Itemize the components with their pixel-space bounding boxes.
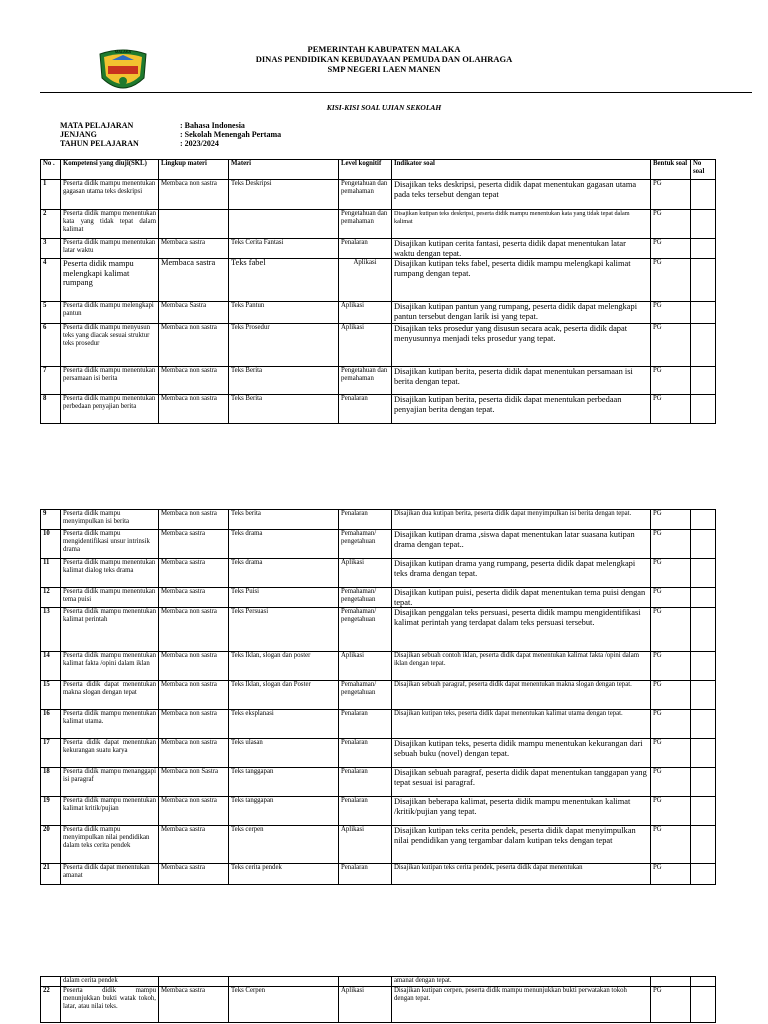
indicator-cell: Disajikan kutipan teks, peserta didik dapat menentukan kalimat utama dengan tepat.	[392, 710, 651, 739]
indicator-cell: Disajikan kutipan teks cerita pendek, peserta didik dapat menentukan	[392, 864, 651, 885]
question-no-cell	[691, 367, 716, 395]
cognitive-level-cell: Pemahaman/ pengetahuan	[339, 608, 392, 652]
table-row	[41, 710, 716, 739]
scope-cell: Membaca non sastra	[159, 367, 229, 395]
table-row	[41, 395, 716, 424]
meta-key: JENJANG	[60, 130, 97, 140]
table-row	[41, 302, 716, 324]
indicator-cell: Disajikan kutipan berita, peserta didik dapat menentukan persamaan isi berita dengan tepat.	[392, 367, 651, 395]
competency-cell: Peserta didik mampu menentukan kalimat utama.	[61, 710, 159, 739]
indicator-cell: Disajikan kutipan cerita fantasi, peserta didik dapat menentukan latar waktu dengan tepat.	[392, 239, 651, 259]
material-cell: Teks Berita	[229, 395, 339, 424]
question-form-cell: PG	[651, 826, 691, 864]
scope-cell: Membaca sastra	[159, 826, 229, 864]
question-form-cell: PG	[651, 259, 691, 302]
material-cell: Teks ulasan	[229, 739, 339, 768]
question-no-cell	[691, 559, 716, 588]
letterhead-line-3: SMP NEGERI LAEN MANEN	[327, 64, 441, 74]
letterhead-line-2: DINAS PENDIDIKAN KEBUDAYAAN PEMUDA DAN OLAHRAGA	[255, 54, 513, 64]
question-no-cell	[691, 826, 716, 864]
question-no-cell	[691, 530, 716, 559]
material-cell: Teks cerpen	[229, 826, 339, 864]
question-no-cell	[691, 510, 716, 530]
row-number: 17	[41, 739, 61, 768]
table-row	[41, 324, 716, 367]
cognitive-level-cell: Aplikasi	[339, 987, 392, 1023]
row-number: 20	[41, 826, 61, 864]
table-row	[41, 559, 716, 588]
competency-cell: Peserta didik mampu menentukan gagasan utama teks deskripsi	[61, 180, 159, 210]
competency-cell: Peserta didik mampu menentukan persamaan isi berita	[61, 367, 159, 395]
scope-cell: Membaca sastra	[159, 588, 229, 608]
scope-cell: Membaca non sastra	[159, 681, 229, 710]
question-form-cell: PG	[651, 768, 691, 797]
row-number: 15	[41, 681, 61, 710]
competency-cell: Peserta didik mampu mengidentifikasi unsur intrinsik drama	[61, 530, 159, 559]
question-form-cell: PG	[651, 608, 691, 652]
indicator-cell: Disajikan sebuah paragraf, peserta didik dapat menentukan tanggapan yang tepat sesuai isi paragraf.	[392, 768, 651, 797]
question-form-cell: PG	[651, 797, 691, 826]
question-no-cell	[691, 259, 716, 302]
material-cell: Teks tanggapan	[229, 768, 339, 797]
table-row	[41, 367, 716, 395]
column-header-no: No .	[41, 160, 61, 180]
row-number: 9	[41, 510, 61, 530]
cognitive-level-cell: Penalaran	[339, 710, 392, 739]
table-row	[41, 588, 716, 608]
material-cell: Teks Pantun	[229, 302, 339, 324]
question-form-cell: PG	[651, 652, 691, 681]
scope-cell: Membaca non sastra	[159, 510, 229, 530]
indicator-cell: Disajikan kutipan drama ,siswa dapat menentukan latar suasana kutipan drama dengan tepat..	[392, 530, 651, 559]
row-number: 3	[41, 239, 61, 259]
scope-cell	[159, 210, 229, 239]
column-header-scope: Lingkup materi	[159, 160, 229, 180]
table-row	[41, 259, 716, 302]
meta-key: MATA PELAJARAN	[60, 121, 134, 130]
scope-cell: Membaca non sastra	[159, 395, 229, 424]
column-header-cognitive-level: Level kognitif	[339, 160, 392, 180]
material-cell	[229, 977, 339, 987]
row-number: 2	[41, 210, 61, 239]
question-form-cell: PG	[651, 864, 691, 885]
row-number: 4	[41, 259, 61, 302]
cognitive-level-cell: Pengetahuan dan pemahaman	[339, 367, 392, 395]
material-cell: Teks Cerita Fantasi	[229, 239, 339, 259]
document-meta	[60, 121, 281, 149]
meta-row	[60, 130, 281, 139]
competency-cell: Peserta didik mampu menentukan kata yang tidak tepat dalam kalimat	[61, 210, 159, 239]
row-number: 13	[41, 608, 61, 652]
material-cell: Teks cerita pendek	[229, 864, 339, 885]
question-no-cell	[691, 864, 716, 885]
cognitive-level-cell: Aplikasi	[339, 324, 392, 367]
row-number: 22	[41, 987, 61, 1023]
scope-cell: Membaca Sastra	[159, 302, 229, 324]
question-no-cell	[691, 652, 716, 681]
scope-cell: Membaca non sastra	[159, 652, 229, 681]
question-form-cell	[651, 977, 691, 987]
table-row	[41, 510, 716, 530]
cognitive-level-cell	[339, 977, 392, 987]
competency-cell: Peserta didik mampu melengkapi pantun	[61, 302, 159, 324]
question-no-cell	[691, 797, 716, 826]
row-number: 1	[41, 180, 61, 210]
competency-cell: Peserta didik mampu menanggapi isi paragraf	[61, 768, 159, 797]
table-row	[41, 768, 716, 797]
competency-cell: Peserta didik dapat menentukan kekurangan suatu karya	[61, 739, 159, 768]
indicator-cell: Disajikan penggalan teks persuasi, peserta didik mampu mengidentifikasi kalimat perintah yang terdapat dalam teks persuasi tersebut.	[392, 608, 651, 652]
row-number: 16	[41, 710, 61, 739]
row-number	[41, 977, 61, 987]
scope-cell: Membaca sastra	[159, 239, 229, 259]
table-row	[41, 530, 716, 559]
scope-cell: Membaca sastra	[159, 530, 229, 559]
competency-cell: Peserta didik mampu menyusun teks yang diacak sesuai struktur teks prosedur	[61, 324, 159, 367]
question-no-cell	[691, 324, 716, 367]
header-divider	[40, 92, 752, 93]
cognitive-level-cell: Aplikasi	[339, 259, 392, 302]
column-header-question-form: Bentuk soal	[651, 160, 691, 180]
question-form-cell: PG	[651, 395, 691, 424]
cognitive-level-cell: Penalaran	[339, 395, 392, 424]
material-cell: Teks fabel	[229, 259, 339, 302]
table-row	[41, 180, 716, 210]
question-form-cell: PG	[651, 739, 691, 768]
cognitive-level-cell: Pemahaman/ pengetahuan	[339, 530, 392, 559]
blueprint-table-page-1	[40, 159, 716, 424]
material-cell: Teks Deskripsi	[229, 180, 339, 210]
question-form-cell: PG	[651, 367, 691, 395]
table-row	[41, 681, 716, 710]
row-number: 11	[41, 559, 61, 588]
scope-cell: Membaca non sastra	[159, 324, 229, 367]
meta-key: TAHUN PELAJARAN	[60, 139, 139, 149]
question-form-cell: PG	[651, 324, 691, 367]
cognitive-level-cell: Pengetahuan dan pemahaman	[339, 210, 392, 239]
table-row	[41, 797, 716, 826]
question-form-cell: PG	[651, 510, 691, 530]
material-cell	[229, 210, 339, 239]
competency-cell: Peserta didik dapat menentukan makna slogan dengan tepat	[61, 681, 159, 710]
blueprint-table-page-3	[40, 976, 716, 1023]
cognitive-level-cell: Penalaran	[339, 239, 392, 259]
indicator-cell: Disajikan kutipan berita, peserta didik dapat menentukan perbedaan penyajian berita dengan tepat.	[392, 395, 651, 424]
indicator-cell: Disajikan kutipan pantun yang rumpang, peserta didik dapat melengkapi pantun tersebut dengan larik isi yang tepat.	[392, 302, 651, 324]
meta-row	[60, 121, 281, 130]
row-number: 18	[41, 768, 61, 797]
row-number: 8	[41, 395, 61, 424]
row-number: 12	[41, 588, 61, 608]
question-no-cell	[691, 739, 716, 768]
question-form-cell: PG	[651, 180, 691, 210]
scope-cell: Membaca non sastra	[159, 180, 229, 210]
question-no-cell	[691, 588, 716, 608]
scope-cell: Membaca non sastra	[159, 739, 229, 768]
indicator-cell: Disajikan teks prosedur yang disusun secara acak, peserta didik dapat menyusunnya menjadi teks prosedur yang tepat.	[392, 324, 651, 367]
competency-cell: Peserta didik mampu menentukan perbedaan penyajian berita	[61, 395, 159, 424]
question-form-cell: PG	[651, 681, 691, 710]
competency-cell: dalam cerita pendek	[61, 977, 159, 987]
question-form-cell: PG	[651, 239, 691, 259]
competency-cell: Peserta didik mampu menyimpulkan isi berita	[61, 510, 159, 530]
question-no-cell	[691, 210, 716, 239]
column-header-question-no: No soal	[691, 160, 716, 180]
column-header-competency: Kompetensi yang diuji(SKL)	[61, 160, 159, 180]
scope-cell: Membaca sastra	[159, 559, 229, 588]
table-row	[41, 608, 716, 652]
material-cell: Teks berita	[229, 510, 339, 530]
competency-cell: Peserta didik mampu menentukan kalimat perintah	[61, 608, 159, 652]
cognitive-level-cell: Aplikasi	[339, 826, 392, 864]
table-body	[41, 977, 716, 1023]
question-no-cell	[691, 180, 716, 210]
letterhead-text	[0, 44, 768, 74]
cognitive-level-cell: Aplikasi	[339, 302, 392, 324]
question-form-cell: PG	[651, 559, 691, 588]
row-number: 19	[41, 797, 61, 826]
indicator-cell: Disajikan teks deskripsi, peserta didik dapat menentukan gagasan utama pada teks tersebut dengan tepat	[392, 180, 651, 210]
indicator-cell: Disajikan kutipan teks fabel, peserta didik mampu melengkapi kalimat rumpang dengan tepat.	[392, 259, 651, 302]
column-header-material: Materi	[229, 160, 339, 180]
indicator-cell: Disajikan kutipan teks, peserta didik mampu menentukan kekurangan dari sebuah buku (novel) dengan tepat.	[392, 739, 651, 768]
material-cell: Teks tanggapan	[229, 797, 339, 826]
table-header-row	[41, 160, 716, 180]
column-header-indicator: Indikator soal	[392, 160, 651, 180]
table-row	[41, 987, 716, 1023]
material-cell: Teks drama	[229, 559, 339, 588]
material-cell: Teks Prosedur	[229, 324, 339, 367]
competency-cell: Peserta didik mampu menunjukkan bukti watak tokoh, latar, atau nilai teks.	[61, 987, 159, 1023]
material-cell: Teks eksplanasi	[229, 710, 339, 739]
question-no-cell	[691, 302, 716, 324]
competency-cell: Peserta didik mampu menentukan latar waktu	[61, 239, 159, 259]
material-cell: Teks Persuasi	[229, 608, 339, 652]
competency-cell: Peserta didik mampu menyimpulkan nilai pendidikan dalam teks cerita pendek	[61, 826, 159, 864]
row-number: 5	[41, 302, 61, 324]
letterhead-line-1: PEMERINTAH KABUPATEN MALAKA	[307, 44, 461, 54]
question-no-cell	[691, 977, 716, 987]
question-no-cell	[691, 987, 716, 1023]
competency-cell: Peserta didik mampu menentukan tema puisi	[61, 588, 159, 608]
cognitive-level-cell: Aplikasi	[339, 559, 392, 588]
competency-cell: Peserta didik mampu menentukan kalimat fakta /opini dalam iklan	[61, 652, 159, 681]
table-body	[41, 510, 716, 885]
blueprint-table-page-2	[40, 509, 716, 885]
meta-value: : Bahasa Indonesia	[180, 121, 245, 130]
row-number: 14	[41, 652, 61, 681]
scope-cell: Membaca sastra	[159, 864, 229, 885]
question-no-cell	[691, 608, 716, 652]
indicator-cell: amanat dengan tepat.	[392, 977, 651, 987]
material-cell: Teks Iklan, slogan dan poster	[229, 652, 339, 681]
table-row	[41, 210, 716, 239]
cognitive-level-cell: Penalaran	[339, 864, 392, 885]
row-number: 7	[41, 367, 61, 395]
material-cell: Teks Berita	[229, 367, 339, 395]
row-number: 6	[41, 324, 61, 367]
scope-cell: Membaca sastra	[159, 987, 229, 1023]
emblem-label: MALAKA	[114, 49, 132, 54]
cognitive-level-cell: Pengetahuan dan pemahaman	[339, 180, 392, 210]
competency-cell: Peserta didik dapat menentukan amanat	[61, 864, 159, 885]
scope-cell: Membaca non sastra	[159, 710, 229, 739]
cognitive-level-cell: Penalaran	[339, 768, 392, 797]
scope-cell: Membaca non sastra	[159, 608, 229, 652]
meta-row	[60, 139, 281, 148]
question-form-cell: PG	[651, 302, 691, 324]
cognitive-level-cell: Pemahaman/ pengetahuan	[339, 681, 392, 710]
question-form-cell: PG	[651, 710, 691, 739]
question-no-cell	[691, 768, 716, 797]
table-row	[41, 864, 716, 885]
cognitive-level-cell: Aplikasi	[339, 652, 392, 681]
table-row	[41, 239, 716, 259]
question-no-cell	[691, 710, 716, 739]
table-row	[41, 977, 716, 987]
letterhead	[0, 40, 768, 90]
scope-cell: Membaca non sastra	[159, 797, 229, 826]
indicator-cell: Disajikan kutipan teks deskripsi, peserta didik mampu menentukan kata yang tidak tepat dalam kalimat	[392, 210, 651, 239]
table-row	[41, 652, 716, 681]
row-number: 10	[41, 530, 61, 559]
indicator-cell: Disajikan sebuah contoh iklan, peserta didik dapat menentukan kalimat fakta /opini dalam iklan dengan tepat.	[392, 652, 651, 681]
question-no-cell	[691, 395, 716, 424]
indicator-cell: Disajikan kutipan drama yang rumpang, peserta didik dapat melengkapi teks drama dengan tepat.	[392, 559, 651, 588]
table-row	[41, 739, 716, 768]
scope-cell	[159, 977, 229, 987]
indicator-cell: Disajikan kutipan puisi, peserta didik dapat menentukan tema puisi dengan tepat.	[392, 588, 651, 608]
question-form-cell: PG	[651, 530, 691, 559]
scope-cell: Membaca non Sastra	[159, 768, 229, 797]
meta-value: : 2023/2024	[180, 139, 219, 149]
material-cell: Teks drama	[229, 530, 339, 559]
table-row	[41, 826, 716, 864]
competency-cell: Peserta didik mampu menentukan kalimat dialog teks drama	[61, 559, 159, 588]
cognitive-level-cell: Penalaran	[339, 510, 392, 530]
question-form-cell: PG	[651, 210, 691, 239]
question-no-cell	[691, 239, 716, 259]
cognitive-level-cell: Penalaran	[339, 739, 392, 768]
cognitive-level-cell: Penalaran	[339, 797, 392, 826]
indicator-cell: Disajikan sebuah paragraf, peserta didik dapat menentukan makna slogan dengan tepat.	[392, 681, 651, 710]
table-body	[41, 180, 716, 424]
question-form-cell: PG	[651, 588, 691, 608]
document-title: KISI-KISI SOAL UJIAN SEKOLAH	[326, 103, 442, 112]
material-cell: Teks Iklan, slogan dan Poster	[229, 681, 339, 710]
competency-cell: Peserta didik mampu melengkapi kalimat rumpang	[61, 259, 159, 302]
indicator-cell: Disajikan kutipan cerpen, peserta didik mampu menunjukkan bukti perwatakan tokoh dengan tepat.	[392, 987, 651, 1023]
material-cell: Teks Puisi	[229, 588, 339, 608]
row-number: 21	[41, 864, 61, 885]
cognitive-level-cell: Pemahaman/ pengetahuan	[339, 588, 392, 608]
indicator-cell: Disajikan kutipan teks cerita pendek, peserta didik dapat menyimpulkan nilai pendidikan yang tergambar dalam kutipan teks dengan tepat	[392, 826, 651, 864]
question-no-cell	[691, 681, 716, 710]
scope-cell: Membaca sastra	[159, 259, 229, 302]
indicator-cell: Disajikan beberapa kalimat, peserta didik mampu menentukan kalimat /kritik/pujian yang tepat.	[392, 797, 651, 826]
indicator-cell: Disajikan dua kutipan berita, peserta didik dapat menyimpulkan isi berita dengan tepat.	[392, 510, 651, 530]
competency-cell: Peserta didik mampu menentukan kalimat kritik/pujian	[61, 797, 159, 826]
question-form-cell: PG	[651, 987, 691, 1023]
material-cell: Teks Cerpen	[229, 987, 339, 1023]
meta-value: : Sekolah Menengah Pertama	[180, 130, 282, 140]
